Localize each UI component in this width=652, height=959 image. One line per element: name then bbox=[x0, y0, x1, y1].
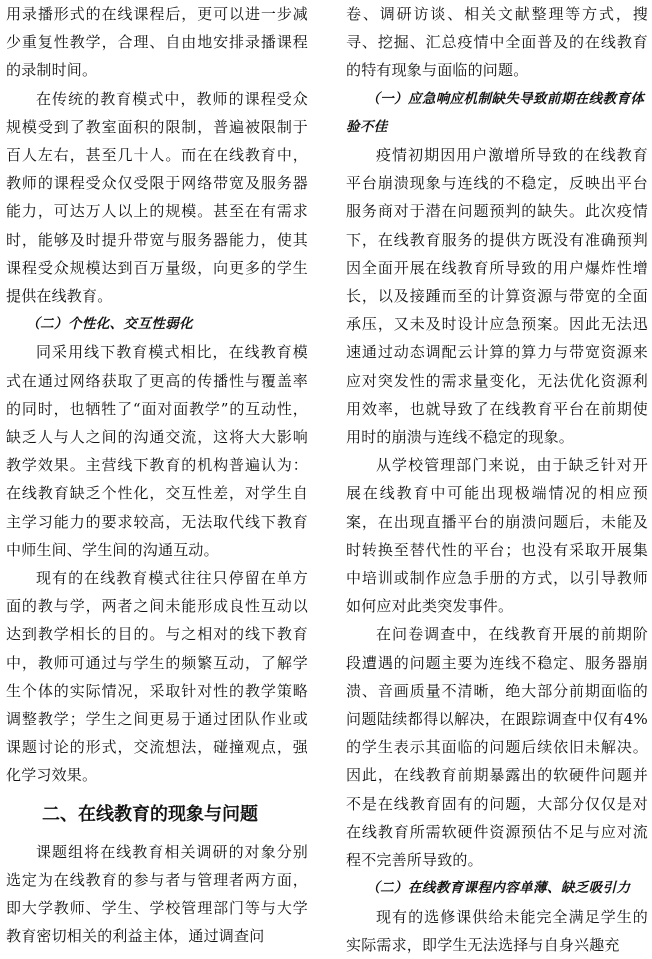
subheading-emergency-response: （一）应急响应机制缺失导致前期在线教育体验不佳 bbox=[346, 90, 645, 135]
paragraph-right-1: 卷、调研访谈、相关文献整理等方式，搜寻、挖掘、汇总疫情中全面普及的在线教育的特有现象与面临的问题。 bbox=[346, 5, 648, 80]
section-heading-phenomena: 二、在线教育的现象与问题 bbox=[42, 803, 258, 825]
paragraph-left-2: 在传统的教育模式中，教师的课程受众规模受到了教室面积的限制，普遍被限制于百人左右，甚至几十人。而在在线教育中，教师的课程受众仅受限于网络带宽及服务器能力，可达万人以上的规模。甚至在有需求时，能够及时提升带宽与服务器能力，使其课程受众规模达到百万量级，向更多的学生提供在线教育。 bbox=[6, 89, 308, 306]
paragraph-right-4: 在问卷调查中，在线教育开展的前期阶段遭遇的问题主要为连线不稳定、服务器崩溃、音画质量不清晰，绝大部分前期面临的问题陆续都得以解决，在跟踪调查中仅有4%的学生表示其面临的问题后续依旧未解决。因此，在线教育前期暴露出的软硬件问题并不是在线教育固有的问题，大部分仅仅是对在线教育所需软硬件资源预估不足与应对流程不完善所导致的。 bbox=[346, 625, 648, 870]
paragraph-left-3: 同采用线下教育模式相比，在线教育模式在通过网络获取了更高的传播性与覆盖率的同时，也牺牲了“面对面教学”的互动性，缺乏人与人之间的沟通交流，这将大大影响教学效果。主营线下教育的机构普遍认为：在线教育缺乏个性化，交互性差，对学生自主学习能力的要求较高，无法取代线下教育中师生间、学生间的沟通互动。 bbox=[6, 343, 308, 559]
subheading-course-content: （二）在线教育课程内容单薄、缺乏吸引力 bbox=[366, 880, 631, 897]
paragraph-left-4: 现有的在线教育模式往往只停留在单方面的教与学，两者之间未能形成良性互动以达到教学相长的目的。与之相对的线下教育中，教师可通过与学生的频繁互动，了解学生个体的实际情况，采取针对性的教学策略调整教学；学生之间更易于通过团队作业或课题讨论的形式，交流想法，碰撞观点，强化学习效果。 bbox=[6, 569, 308, 785]
paragraph-left-1: 用录播形式的在线课程后，更可以进一步减少重复性教学，合理、自由地安排录播课程的录制时间。 bbox=[6, 5, 308, 80]
left-column bbox=[6, 0, 308, 951]
subheading-personalization: （二）个性化、交互性弱化 bbox=[26, 316, 194, 333]
paragraph-right-3: 从学校管理部门来说，由于缺乏针对开展在线教育中可能出现极端情况的相应预案，在出现直播平台的崩溃问题后，未能及时转换至替代性的平台；也没有采取开展集中培训或制作应急手册的方式，以引导教师如何应对此类突发事件。 bbox=[346, 456, 648, 616]
paragraph-right-5: 现有的选修课供给未能完全满足学生的实际需求，即学生无法选择与自身兴趣充 bbox=[346, 907, 648, 954]
paragraph-right-2: 疫情初期因用户激增所导致的在线教育平台崩溃现象与连线的不稳定，反映出平台服务商对于潜在问题预判的缺失。此次疫情下，在线教育服务的提供方既没有准确预判因全面开展在线教育所导致的用户爆炸性增长，以及接踵而至的计算资源与带宽的全面承压，又未及时设计应急预案。因此无法迅速通过动态调配云计算的算力与带宽资源来应对突发性的需求量变化，无法优化资源利用效率，也就导致了在线教育平台在前期使用时的崩溃与连线不稳定的现象。 bbox=[346, 146, 648, 447]
right-column bbox=[346, 0, 648, 959]
paragraph-left-5: 课题组将在线教育相关调研的对象分别选定为在线教育的参与者与管理者两方面，即大学教师、学生、学校管理部门等与大学教育密切相关的利益主体，通过调查问 bbox=[6, 842, 308, 946]
